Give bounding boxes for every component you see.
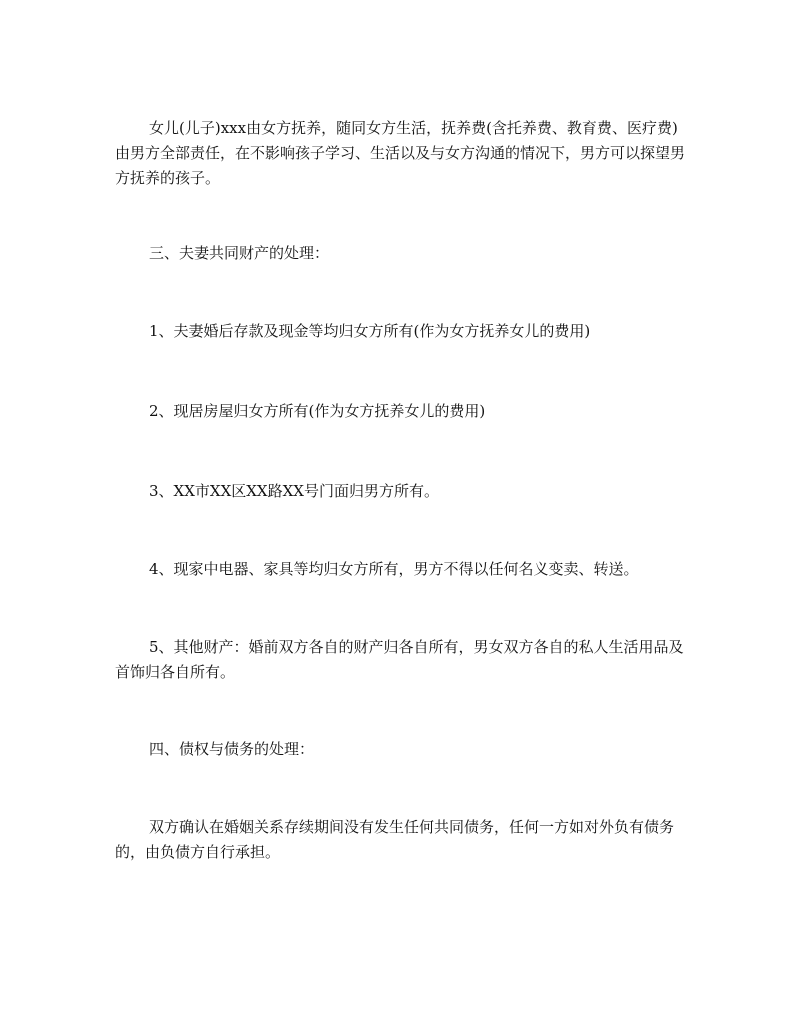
property-item-1: 1、夫妻婚后存款及现金等均归女方所有(作为女方抚养女儿的费用) (149, 322, 591, 340)
property-item-4: 4、现家中电器、家具等均归女方所有，男方不得以任何名义变卖、转送。 (149, 560, 639, 578)
section-heading-debts: 四、债权与债务的处理： (149, 740, 315, 758)
custody-paragraph: 女儿(儿子)xxx由女方抚养，随同女方生活，抚养费(含托养费、教育费、医疗费)由男方全部责任，在不影响孩子学习、生活以及与女方沟通的情况下，男方可以探望男方抚养的孩子。 (115, 119, 686, 187)
section-heading-property: 三、夫妻共同财产的处理： (149, 244, 330, 262)
property-item-2: 2、现居房屋归女方所有(作为女方抚养女儿的费用) (149, 402, 486, 420)
property-item-5: 5、其他财产：婚前双方各自的财产归各自所有，男女双方各自的私人生活用品及首饰归各自所有。 (115, 638, 684, 681)
property-item-3: 3、XX市XX区XX路XX号门面归男方所有。 (149, 482, 439, 500)
debts-paragraph: 双方确认在婚姻关系存续期间没有发生任何共同债务，任何一方如对外负有债务的，由负债方自行承担。 (115, 818, 675, 861)
